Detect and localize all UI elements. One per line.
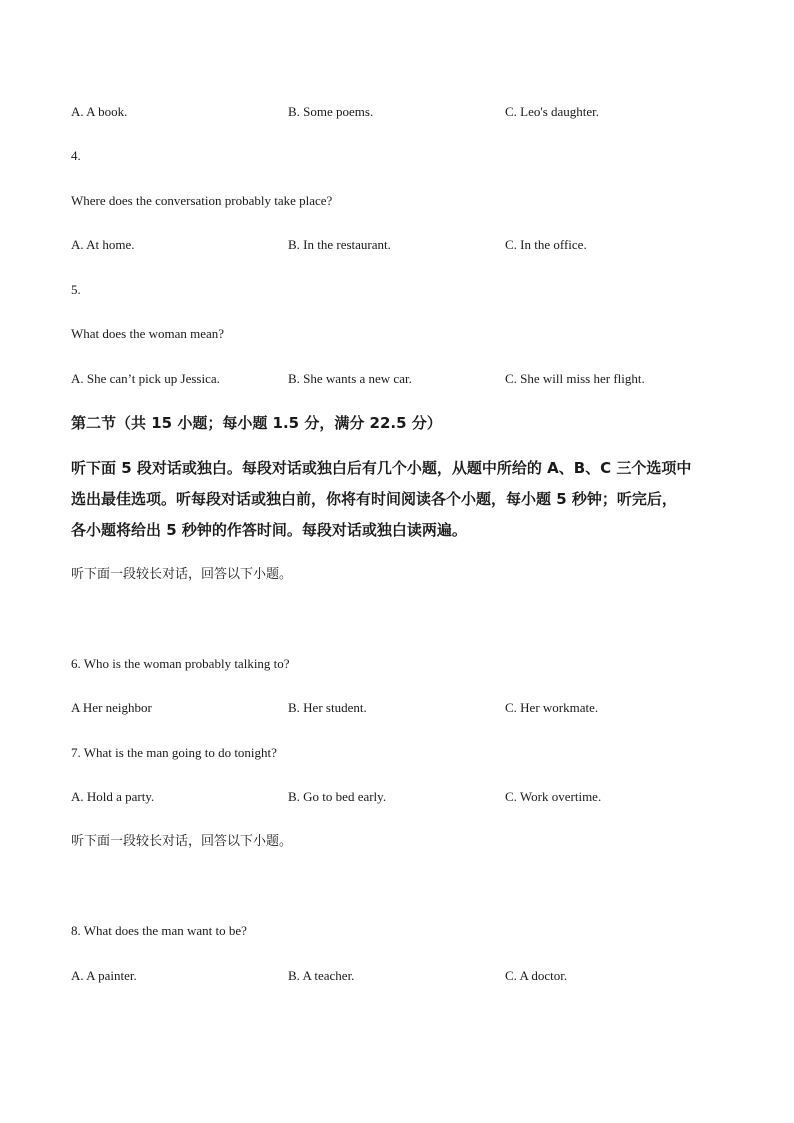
q6-option-a: A Her neighbor (71, 700, 152, 715)
q7-question: 7. What is the man going to do tonight? (71, 745, 277, 760)
q5-option-b: B. She wants a new car. (288, 371, 412, 386)
q3-option-b: B. Some poems. (288, 104, 374, 119)
q4-option-b: B. In the restaurant. (288, 237, 391, 252)
q6-option-c: C. Her workmate. (505, 700, 599, 715)
q7-option-a: A. Hold a party. (71, 789, 155, 804)
q8-question: 8. What does the man want to be? (71, 923, 247, 938)
q8-option-b: B. A teacher. (288, 968, 355, 983)
instructions-line-2: 选出最佳选项。听每段对话或独白前，你将有时间阅读各个小题，每小题 5 秒钟；听完后， (71, 490, 677, 508)
q4-question: Where does the conversation probably take place? (71, 193, 333, 208)
q4-number: 4. (71, 148, 81, 163)
q6-option-b: B. Her student. (288, 700, 367, 715)
q7-option-b: B. Go to bed early. (288, 789, 387, 804)
q4-option-a: A. At home. (71, 237, 135, 252)
q3-option-a: A. A book. (71, 104, 128, 119)
q5-number: 5. (71, 282, 81, 297)
dialog-intro-2: 听下面一段较长对话，回答以下小题。 (71, 834, 293, 849)
q4-option-c: C. In the office. (505, 237, 587, 252)
q5-question: What does the woman mean? (71, 326, 225, 341)
instructions-line-3: 各小题将给出 5 秒钟的作答时间。每段对话或独白读两遍。 (71, 521, 467, 539)
q6-question: 6. Who is the woman probably talking to? (71, 656, 290, 671)
q7-option-c: C. Work overtime. (505, 789, 602, 804)
q8-option-c: C. A doctor. (505, 968, 568, 983)
q8-option-a: A. A painter. (71, 968, 137, 983)
instructions-line-1: 听下面 5 段对话或独白。每段对话或独白后有几个小题，从题中所给的 A、B、C 三个选项中 (71, 459, 692, 477)
q3-option-c: C. Leo's daughter. (505, 104, 600, 119)
q5-option-a: A. She can’t pick up Jessica. (71, 371, 220, 386)
q5-option-c: C. She will miss her flight. (505, 371, 645, 386)
dialog-intro-1: 听下面一段较长对话，回答以下小题。 (71, 567, 293, 582)
section-title: 第二节（共 15 小题；每小题 1.5 分，满分 22.5 分） (71, 414, 442, 432)
